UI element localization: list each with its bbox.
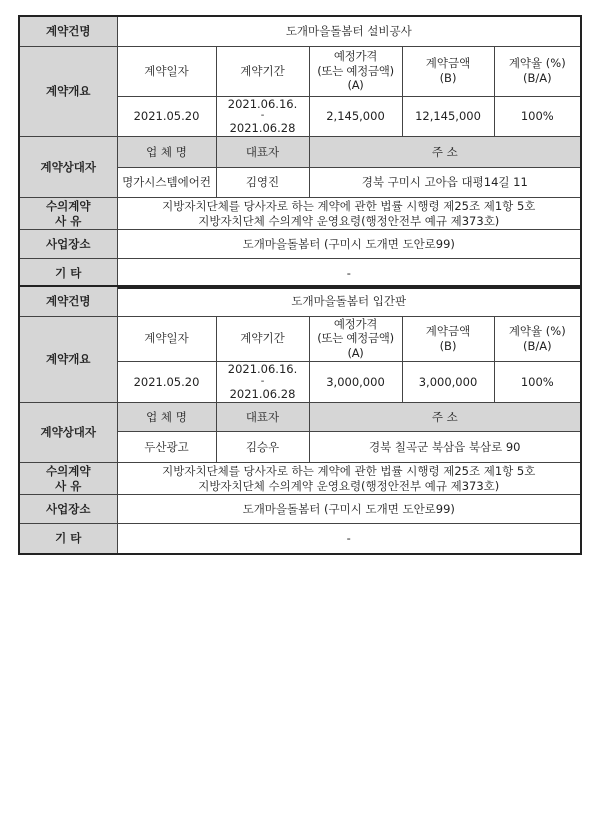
- header-estimated-line2: (또는 예정금액)(A): [317, 63, 394, 93]
- header-contract-amount: [402, 316, 494, 362]
- header-contract-date: 계약일자: [117, 316, 216, 362]
- contract-table-2: [18, 285, 582, 555]
- label-reason-line1: 수의계약: [46, 463, 91, 478]
- label-contract-party: 계약상대자: [19, 403, 117, 463]
- header-amount-line1: 계약금액: [425, 323, 471, 338]
- header-estimated-line2: (또는 예정금액)(A): [317, 331, 394, 361]
- period-end: 2021.06.28: [229, 387, 296, 402]
- label-reason-line2: 사 유: [55, 213, 82, 228]
- negotiated-reason: [117, 198, 581, 230]
- label-contract-overview: 계약개요: [19, 316, 117, 403]
- negotiated-reason: [117, 463, 581, 495]
- label-contract-name: 계약건명: [19, 16, 117, 46]
- header-ceo: 대표자: [216, 403, 309, 432]
- contract-date: 2021.05.20: [117, 362, 216, 403]
- header-estimated-price: [309, 316, 402, 362]
- reason-line1: 지방자치단체를 당사자로 하는 계약에 관한 법률 시행령 제25조 제1항 5호: [162, 463, 536, 478]
- header-contract-rate: [494, 316, 581, 362]
- contract-name: 도개마을돌봄터 입간판: [117, 286, 581, 316]
- header-estimated-line1: 예정가격: [333, 48, 378, 63]
- period-start: 2021.06.16.: [227, 96, 298, 111]
- label-reason-line2: 사 유: [55, 478, 82, 493]
- label-contract-overview: 계약개요: [19, 46, 117, 137]
- header-company-name: 업 체 명: [117, 403, 216, 432]
- etc-value: -: [117, 524, 581, 554]
- header-rate-line2: (B/A): [522, 338, 552, 353]
- header-address: 주 소: [309, 403, 581, 432]
- period-start: 2021.06.16.: [227, 362, 298, 377]
- label-reason-line1: 수의계약: [46, 198, 91, 213]
- reason-line2: 지방자치단체 수의계약 운영요령(행정안전부 예규 제373호): [198, 213, 500, 228]
- ceo-name: 김영진: [216, 168, 309, 198]
- header-contract-period: 계약기간: [216, 316, 309, 362]
- label-negotiated-reason: [19, 463, 117, 495]
- header-contract-rate: [494, 46, 581, 96]
- header-contract-date: 계약일자: [117, 46, 216, 96]
- header-estimated-price: [309, 46, 402, 96]
- label-etc: 기 타: [19, 524, 117, 554]
- label-business-place: 사업장소: [19, 230, 117, 259]
- contract-rate: 100%: [494, 362, 581, 403]
- header-rate-line1: 계약율 (%): [508, 323, 566, 338]
- estimated-price: 2,145,000: [309, 96, 402, 137]
- period-end: 2021.06.28: [229, 121, 296, 136]
- header-rate-line2: (B/A): [522, 71, 552, 85]
- contract-table-1: [18, 15, 582, 289]
- header-ceo: 대표자: [216, 137, 309, 168]
- company-name: 두산광고: [117, 432, 216, 463]
- label-etc: 기 타: [19, 259, 117, 288]
- estimated-price: 3,000,000: [309, 362, 402, 403]
- contract-period: [216, 96, 309, 137]
- contract-name: 도개마을돌봄터 설비공사: [117, 16, 581, 46]
- business-place: 도개마을돌봄터 (구미시 도개면 도안로99): [117, 230, 581, 259]
- header-address: 주 소: [309, 137, 581, 168]
- contract-date: 2021.05.20: [117, 96, 216, 137]
- etc-value: -: [117, 259, 581, 288]
- contract-amount: 12,145,000: [402, 96, 494, 137]
- reason-line1: 지방자치단체를 당사자로 하는 계약에 관한 법률 시행령 제25조 제1항 5호: [162, 198, 536, 213]
- label-contract-party: 계약상대자: [19, 137, 117, 198]
- label-negotiated-reason: [19, 198, 117, 230]
- header-amount-line1: 계약금액: [425, 56, 471, 71]
- ceo-name: 김승우: [216, 432, 309, 463]
- contract-rate: 100%: [494, 96, 581, 137]
- label-business-place: 사업장소: [19, 495, 117, 524]
- header-contract-period: 계약기간: [216, 46, 309, 96]
- header-rate-line1: 계약율 (%): [508, 56, 566, 71]
- company-name: 명가시스템에어컨: [117, 168, 216, 198]
- period-separator: -: [260, 110, 265, 122]
- business-place: 도개마을돌봄터 (구미시 도개면 도안로99): [117, 495, 581, 524]
- company-address: 경북 구미시 고아읍 대평14길 11: [309, 168, 581, 198]
- reason-line2: 지방자치단체 수의계약 운영요령(행정안전부 예규 제373호): [198, 478, 500, 493]
- header-amount-line2: (B): [439, 338, 457, 353]
- header-contract-amount: [402, 46, 494, 96]
- label-contract-name: 계약건명: [19, 286, 117, 316]
- contract-period: [216, 362, 309, 403]
- company-address: 경북 칠곡군 북삼읍 북삼로 90: [309, 432, 581, 463]
- contract-amount: 3,000,000: [402, 362, 494, 403]
- header-company-name: 업 체 명: [117, 137, 216, 168]
- header-amount-line2: (B): [439, 71, 457, 85]
- header-estimated-line1: 예정가격: [333, 316, 378, 331]
- period-separator: -: [260, 376, 265, 388]
